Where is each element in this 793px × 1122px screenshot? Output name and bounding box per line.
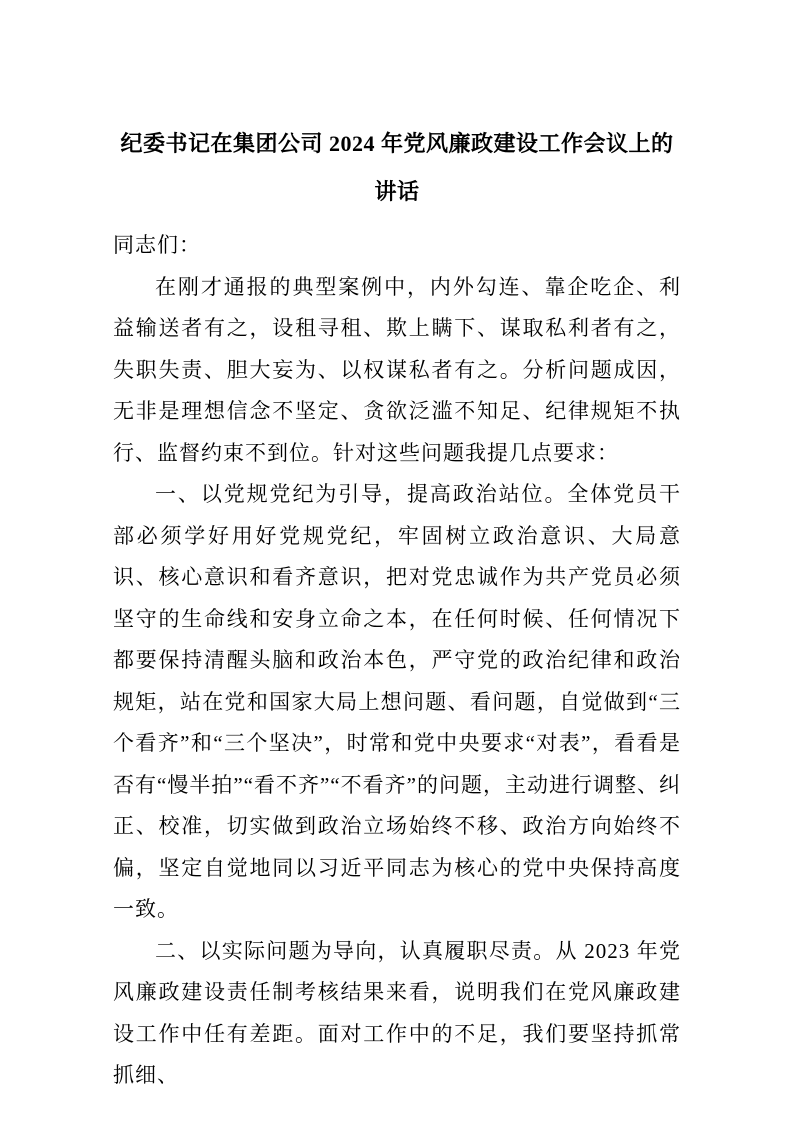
document-body: [113, 225, 681, 1097]
salutation-line: 同志们：: [113, 233, 201, 257]
document-title: 纪委书记在集团公司 2024 年党风廉政建设工作会议上的讲话: [120, 131, 674, 204]
paragraph-1: 在刚才通报的典型案例中，内外勾连、靠企吃企、利益输送者有之，设租寻租、欺上瞒下、谋取私利者有之，失职失责、胆大妄为、以权谋私者有之。分析问题成因，无非是理想信念不坚定、贪欲泛滥不知足、纪律规矩不执行、监督约束不到位。针对这些问题我提几点要求：: [113, 274, 681, 465]
paragraph-2: 一、以党规党纪为引导，提高政治站位。全体党员干部必须学好用好党规党纪，牢固树立政治意识、大局意识、核心意识和看齐意识，把对党忠诚作为共产党员必须坚守的生命线和安身立命之本，在任何时候、任何情况下都要保持清醒头脑和政治本色，严守党的政治纪律和政治规矩，站在党和国家大局上想问题、看问题，自觉做到“三个看齐”和“三个坚决”，时常和党中央要求“对表”，看看是否有“慢半拍”“看不齐”“不看齐”的问题，主动进行调整、纠正、校准，切实做到政治立场始终不移、政治方向始终不偏，坚定自觉地同以习近平同志为核心的党中央保持高度一致。: [113, 482, 681, 921]
paragraph-3: 二、以实际问题为导向，认真履职尽责。从 2023 年党风廉政建设责任制考核结果来看，说明我们在党风廉政建设工作中任有差距。面对工作中的不足，我们要坚持抓常抓细、: [113, 938, 681, 1087]
